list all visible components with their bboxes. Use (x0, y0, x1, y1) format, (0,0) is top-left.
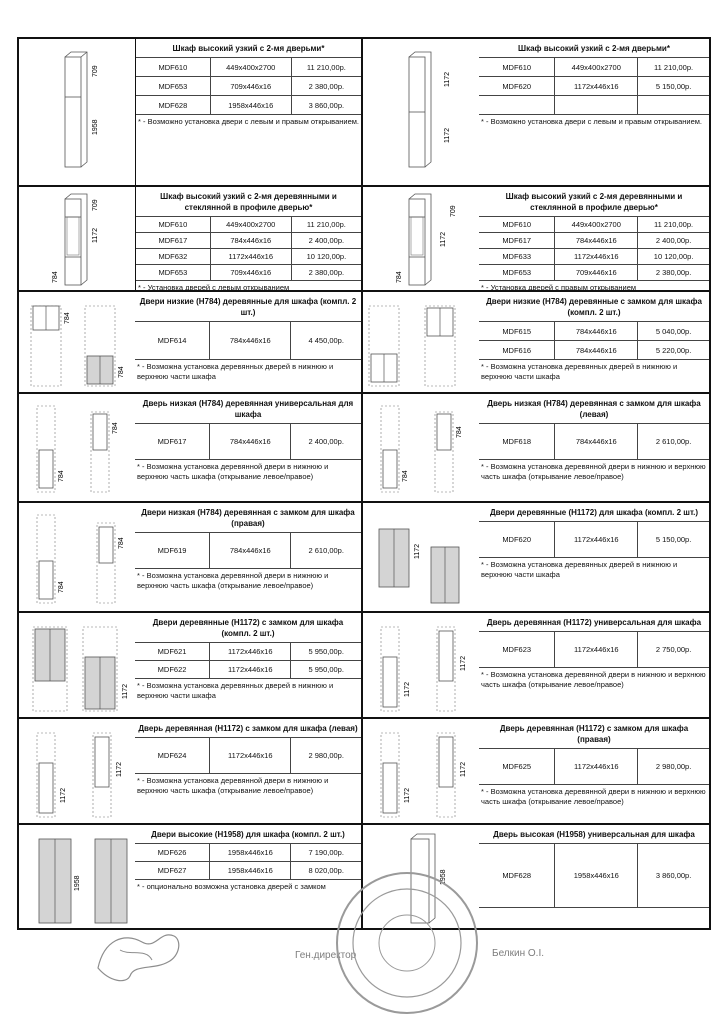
product-title: Шкаф высокий узкий с 2-мя дверьми* (172, 44, 325, 53)
product-note: * - Возможна установка деревянной двери в нижнюю и верхнюю часть шкафа (открывание левое/правое) (481, 787, 706, 806)
product-card (363, 394, 709, 501)
table-row: MDF626 1958x446x16 7 190,00р. (135, 844, 361, 862)
cabinet-illustration (19, 719, 135, 823)
dim-label: 1172 (444, 127, 451, 143)
table-row: MDF610 449x400x2700 11 210,00р. (479, 58, 709, 77)
product-card (19, 825, 361, 928)
table-row: MDF623 1172x446x16 2 750,00р. (479, 632, 709, 668)
product-card (363, 292, 709, 392)
product-card (363, 719, 709, 823)
product-title: Двери деревянные (H1172) для шкафа (компл. 2 шт.) (489, 508, 699, 517)
price-table (135, 423, 361, 460)
dim-label: 1958 (92, 119, 99, 135)
price-grid (17, 37, 711, 930)
table-row: MDF617 784x446x16 2 400,00р. (136, 233, 361, 249)
signature-graphic (90, 920, 190, 990)
table-row: MDF610 449x400x2700 11 210,00р. (136, 217, 361, 233)
price-table (135, 532, 361, 569)
product-card (19, 719, 361, 823)
product-note: * - Возможна установка деревянной двери в нижнюю и верхнюю часть шкафа (открывание левое/правое) (137, 776, 329, 795)
table-row (479, 96, 709, 115)
table-row: MDF653 709x446x16 2 380,00р. (136, 77, 361, 96)
cabinet-illustration (363, 719, 479, 823)
dim-label: 1958 (440, 869, 447, 885)
dim-label: 1172 (60, 787, 67, 803)
table-row: MDF622 1172x446x16 5 950,00р. (135, 661, 361, 679)
product-card (363, 39, 709, 185)
price-table (479, 843, 709, 908)
cabinet-illustration (19, 503, 135, 611)
price-table (136, 216, 361, 281)
dim-label: 784 (396, 271, 403, 283)
table-row: MDF625 1172x446x16 2 980,00р. (479, 749, 709, 785)
product-note: * - Возможна установка деревянной двери в нижнюю и верхнюю часть шкафа (открывание левое/правое) (481, 670, 706, 689)
dim-label: 1172 (414, 543, 421, 559)
product-title: Двери высокие (H1958) для шкафа (компл. 2 шт.) (151, 830, 345, 839)
dim-label: 1172 (404, 681, 411, 697)
cabinet-illustration (363, 503, 479, 611)
table-row: MDF617 784x446x16 2 400,00р. (479, 233, 709, 249)
product-note: * - Возможна установка деревянной двери в нижнюю и верхнюю часть шкафа (открывание левое/правое) (137, 571, 329, 590)
product-card (363, 503, 709, 611)
dim-label: 1172 (92, 227, 99, 243)
product-note: * - Возможна установка деревянной двери в нижнюю и верхнюю часть шкафа (открывание левое/правое) (481, 462, 706, 481)
dim-label: 784 (402, 470, 409, 482)
product-note: * - Возможно установка двери с левым и правым открыванием. (481, 117, 702, 126)
dim-label: 1172 (460, 761, 467, 777)
cabinet-illustration (363, 613, 479, 717)
table-row: MDF610 449x400x2700 11 210,00р. (136, 58, 361, 77)
dim-label: 1172 (122, 683, 129, 699)
dim-label: 784 (118, 366, 125, 378)
cabinet-illustration (363, 39, 479, 185)
product-note: * - Установка дверей с правым открыванием (481, 283, 637, 292)
dim-label: 709 (450, 205, 457, 217)
table-row: MDF610 449x400x2700 11 210,00р. (479, 217, 709, 233)
product-title: Шкаф высокий узкий с 2-мя деревянными и стеклянной в профиле дверью* (505, 192, 683, 212)
product-card (19, 39, 361, 185)
product-title: Дверь деревянная (H1172) с замком для шкафа (правая) (499, 724, 689, 744)
dim-label: 1172 (460, 655, 467, 671)
product-card (19, 503, 361, 611)
dim-label: 1172 (444, 71, 451, 87)
product-card (19, 613, 361, 717)
dim-label: 709 (92, 65, 99, 77)
product-card (363, 187, 709, 290)
table-row: MDF616 784x446x16 5 220,00р. (479, 341, 709, 360)
director-label: Ген.директор (295, 950, 357, 961)
cabinet-illustration (19, 394, 135, 501)
product-title: Двери низкая (H784) деревянная с замком для шкафа (правая) (141, 508, 355, 528)
dim-label: 784 (58, 581, 65, 593)
product-title: Двери низкие (H784) деревянные для шкафа (компл. 2 шт.) (139, 297, 357, 317)
price-table (135, 737, 361, 774)
product-note: * - Возможна установка деревянных дверей в нижнюю и верхнюю части шкафа (481, 362, 678, 381)
product-title: Дверь деревянная (H1172) с замком для шкафа (левая) (138, 724, 358, 733)
table-row: MDF628 1958x446x16 3 860,00р. (479, 844, 709, 908)
cabinet-illustration (19, 187, 135, 290)
dim-label: 784 (112, 422, 119, 434)
price-table (479, 748, 709, 785)
product-note: * - опционально возможна установка дверей с замком (137, 882, 326, 891)
product-card (19, 292, 361, 392)
dim-label: 1172 (440, 231, 447, 247)
product-note: * - Возможна установка деревянных дверей в нижнюю и верхнюю части шкафа (137, 681, 334, 700)
price-table (135, 321, 361, 360)
product-title: Шкаф высокий узкий с 2-мя дверьми* (518, 44, 670, 53)
table-row: MDF624 1172x446x16 2 980,00р. (135, 738, 361, 774)
table-row: MDF653 709x446x16 2 380,00р. (479, 265, 709, 281)
dim-label: 1172 (116, 761, 123, 777)
product-title: Дверь деревянная (H1172) универсальная для шкафа (486, 618, 702, 627)
dim-label: 784 (52, 271, 59, 283)
product-note: * - Возможно установка двери с левым и правым открыванием. (138, 117, 359, 126)
dim-label: 784 (58, 470, 65, 482)
cabinet-illustration (19, 825, 135, 928)
dim-label: 784 (118, 537, 125, 549)
cabinet-illustration (19, 613, 135, 717)
product-title: Дверь высокая (H1958) универсальная для шкафа (493, 830, 695, 839)
price-table (479, 423, 709, 460)
price-table (479, 631, 709, 668)
product-note (479, 908, 709, 910)
product-title: Двери низкие (H784) деревянные с замком для шкафа (компл. 2 шт.) (486, 297, 702, 317)
product-title: Дверь низкая (H784) деревянная универсальная для шкафа (142, 399, 354, 419)
price-table (135, 642, 361, 679)
cabinet-illustration (19, 292, 135, 392)
cabinet-illustration (19, 39, 135, 185)
table-row: MDF618 784x446x16 2 610,00р. (479, 424, 709, 460)
product-title: Дверь низкая (H784) деревянная с замком для шкафа (левая) (487, 399, 701, 419)
dim-label: 784 (456, 426, 463, 438)
product-card (19, 187, 361, 290)
dim-label: 1172 (404, 787, 411, 803)
cabinet-illustration (363, 292, 479, 392)
cabinet-illustration (363, 187, 479, 290)
table-row: MDF617 784x446x16 2 400,00р. (135, 424, 361, 460)
table-row: MDF632 1172x446x16 10 120,00р. (136, 249, 361, 265)
table-row: MDF633 1172x446x16 10 120,00р. (479, 249, 709, 265)
dim-label: 1958 (74, 875, 81, 891)
price-table (479, 321, 709, 360)
price-table (135, 843, 361, 880)
table-row: MDF621 1172x446x16 5 950,00р. (135, 643, 361, 661)
table-row: MDF619 784x446x16 2 610,00р. (135, 533, 361, 569)
product-title: Шкаф высокий узкий с 2-мя деревянными и стеклянной в профиле дверью* (160, 192, 337, 212)
price-table (479, 521, 709, 558)
table-row: MDF620 1172x446x16 5 150,00р. (479, 522, 709, 558)
product-card (363, 613, 709, 717)
table-row: MDF628 1958x446x16 3 860,00р. (136, 96, 361, 115)
product-note: * - Установка дверей с левым открыванием (138, 283, 290, 292)
product-note: * - Возможна установка деревянных дверей в нижнюю и верхнюю части шкафа (137, 362, 334, 381)
table-row: MDF614 784x446x16 4 450,00р. (135, 322, 361, 360)
price-table (479, 216, 709, 281)
company-seal (332, 868, 482, 1018)
dim-label: 709 (92, 199, 99, 211)
table-row: MDF627 1958x446x16 8 020,00р. (135, 862, 361, 880)
table-row: MDF653 709x446x16 2 380,00р. (136, 265, 361, 281)
price-table (479, 57, 709, 115)
product-card (19, 394, 361, 501)
product-note: * - Возможна установка деревянных дверей в нижнюю и верхнюю части шкафа (481, 560, 678, 579)
dim-label: 784 (64, 312, 71, 324)
product-title: Двери деревянные (H1172) с замком для шкафа (компл. 2 шт.) (152, 618, 344, 638)
price-table (136, 57, 361, 115)
table-row: MDF615 784x446x16 5 040,00р. (479, 322, 709, 341)
director-name: Белкин О.I. (492, 948, 545, 959)
cabinet-illustration (363, 394, 479, 501)
table-row: MDF620 1172x446x16 5 150,00р. (479, 77, 709, 96)
product-note: * - Возможна установка деревянной двери в нижнюю и верхнюю часть шкафа (открывание левое/правое) (137, 462, 329, 481)
